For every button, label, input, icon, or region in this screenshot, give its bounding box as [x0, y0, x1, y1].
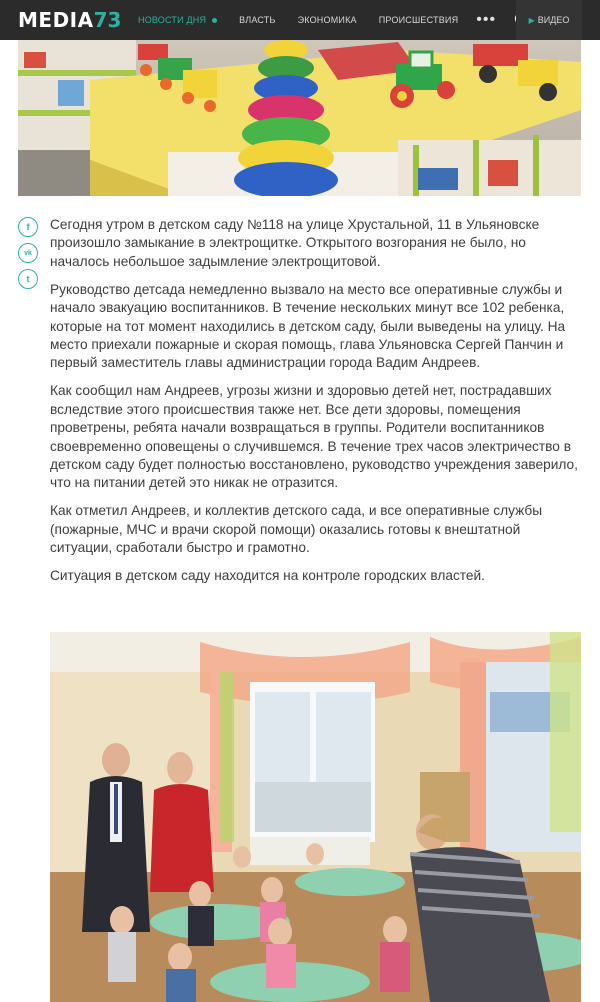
bottom-photo-classroom	[50, 632, 581, 1002]
article-paragraph: Сегодня утром в детском саду №118 на улице Хрустальной, 11 в Ульяновске произошло замыкание в электрощитке. Открытого возгорания не было, но началось небольшое задымление электрощитовой.	[50, 217, 540, 269]
nav-item-incidents[interactable]: ПРОИСШЕСТВИЯ	[378, 15, 459, 25]
site-header	[0, 0, 600, 40]
article-paragraph: Руководство детсада немедленно вызвало на место все оперативные службы и начало эвакуацию воспитанников. В течение нескольких минут все 102 ребенка, которые на тот момент находились в детском саду, были выведены на улицу. На место приехали пожарные и скорая помощь, глава Ульяновска Сергей Панчин и первый заместитель главы администрации города Вадим Андреев.	[50, 281, 566, 371]
toys-illustration	[18, 40, 581, 196]
logo-word: MEDIA	[18, 8, 94, 32]
nav-item-label: НОВОСТИ ДНЯ	[138, 15, 207, 25]
site-logo[interactable]	[18, 8, 124, 32]
facebook-icon: f	[26, 222, 30, 232]
twitter-icon: t	[26, 274, 30, 284]
video-label: ВИДЕО	[537, 15, 570, 25]
nav-item-economy[interactable]: ЭКОНОМИКА	[297, 15, 357, 25]
article-paragraph: Как отметил Андреев, и коллектив детского сада, и все оперативные службы (пожарные, МЧС и врачи скорой помощи) оказались готовы к внештатной ситуации, сработали быстро и грамотно.	[50, 503, 543, 556]
top-photo-toys	[18, 40, 581, 196]
article-paragraph: Как сообщил нам Андреев, угрозы жизни и здоровью детей нет, пострадавших вследствие этого происшествия также нет. Все дети здоровы, помещения проветрены, ребята начали возвращаться в группы. Родители воспитанников своевременно оповещены о случившемся. В течение трех часов электричество в детском саду будет полностью восстановлено, руководство учреждения заверило, что на питании детей это никак не отразится.	[50, 383, 578, 491]
vk-icon: vk	[24, 249, 32, 257]
vk-share-button[interactable]	[18, 243, 38, 263]
nav-item-news[interactable]	[138, 15, 217, 25]
twitter-share-button[interactable]	[18, 269, 38, 289]
nav-item-power[interactable]: ВЛАСТЬ	[239, 15, 276, 25]
video-button[interactable]	[516, 0, 582, 40]
logo-number: 73	[93, 8, 122, 32]
live-dot-icon	[212, 18, 217, 23]
facebook-share-button[interactable]	[18, 217, 38, 237]
article-body	[50, 216, 582, 595]
more-menu-icon[interactable]: •••	[476, 11, 497, 28]
article-paragraph: Ситуация в детском саду находится на контроле городских властей.	[50, 568, 485, 584]
main-nav	[138, 0, 548, 40]
classroom-illustration	[50, 632, 581, 1002]
play-icon: ▶	[528, 15, 535, 25]
